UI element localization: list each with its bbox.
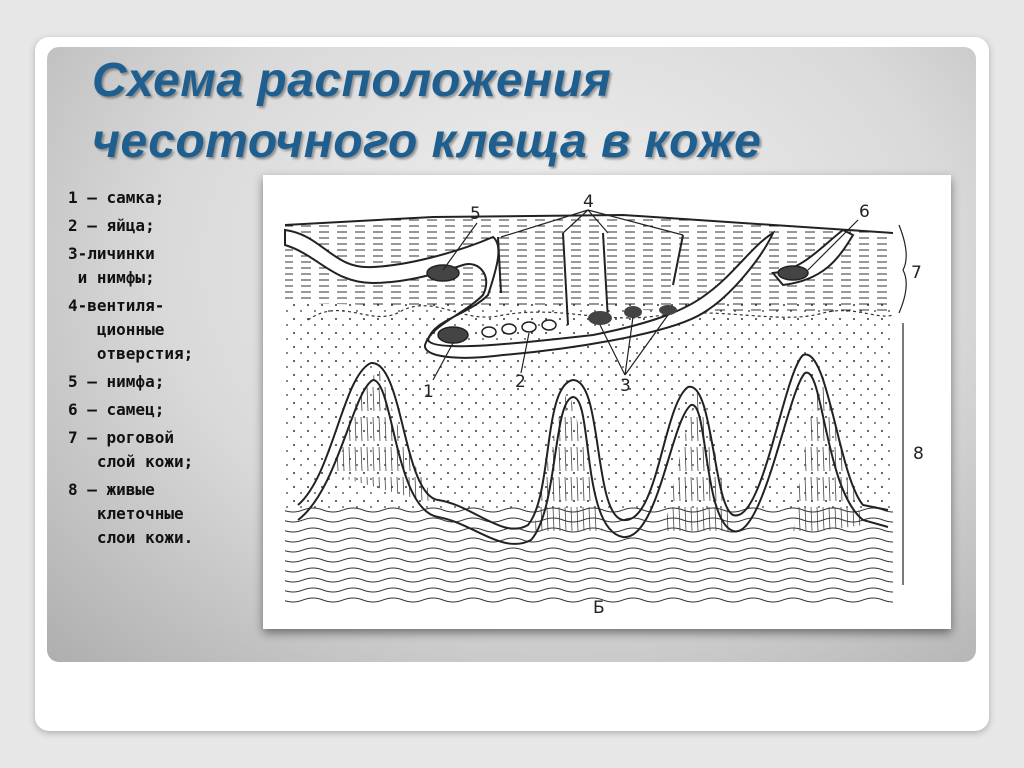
legend-item-male: 6 – самец; — [68, 400, 165, 419]
legend-list — [68, 186, 268, 554]
callout-7: 7 — [911, 263, 922, 283]
legend-item-nymph: 5 – нимфа; — [68, 372, 165, 391]
male-mite — [778, 266, 808, 280]
legend-item-eggs: 2 – яйца; — [68, 216, 155, 235]
legend-item-living-layers: 8 – живые клеточные слои кожи. — [68, 480, 194, 547]
larva-mite-2 — [624, 306, 642, 318]
callout-6: 6 — [859, 202, 870, 222]
callout-2: 2 — [515, 372, 526, 392]
callout-4: 4 — [583, 192, 594, 212]
legend-item-horny-layer: 7 – роговой слой кожи; — [68, 428, 194, 471]
female-mite — [438, 327, 468, 343]
callout-5: 5 — [470, 204, 481, 224]
legend-item-female: 1 – самка; — [68, 188, 165, 207]
skin-diagram — [263, 175, 951, 629]
callout-3: 3 — [620, 376, 631, 396]
legend-item-ventilation-holes: 4-вентиля- ционные отверстия; — [68, 296, 194, 363]
callout-1: 1 — [423, 382, 434, 402]
larva-mite-1 — [588, 311, 612, 325]
legend-item-nymphs: и нимфы; — [68, 268, 155, 287]
slide-title-line-1: Схема расположения — [92, 54, 612, 107]
nymph-mite — [427, 265, 459, 281]
figure-caption: Б — [593, 598, 605, 618]
slide-title-line-2: чесоточного клеща в коже — [92, 115, 762, 168]
legend-item-larvae: 3-личинки — [68, 244, 155, 263]
callout-8: 8 — [913, 444, 924, 464]
skin-diagram-svg — [263, 175, 951, 629]
larva-mite-3 — [659, 305, 677, 315]
